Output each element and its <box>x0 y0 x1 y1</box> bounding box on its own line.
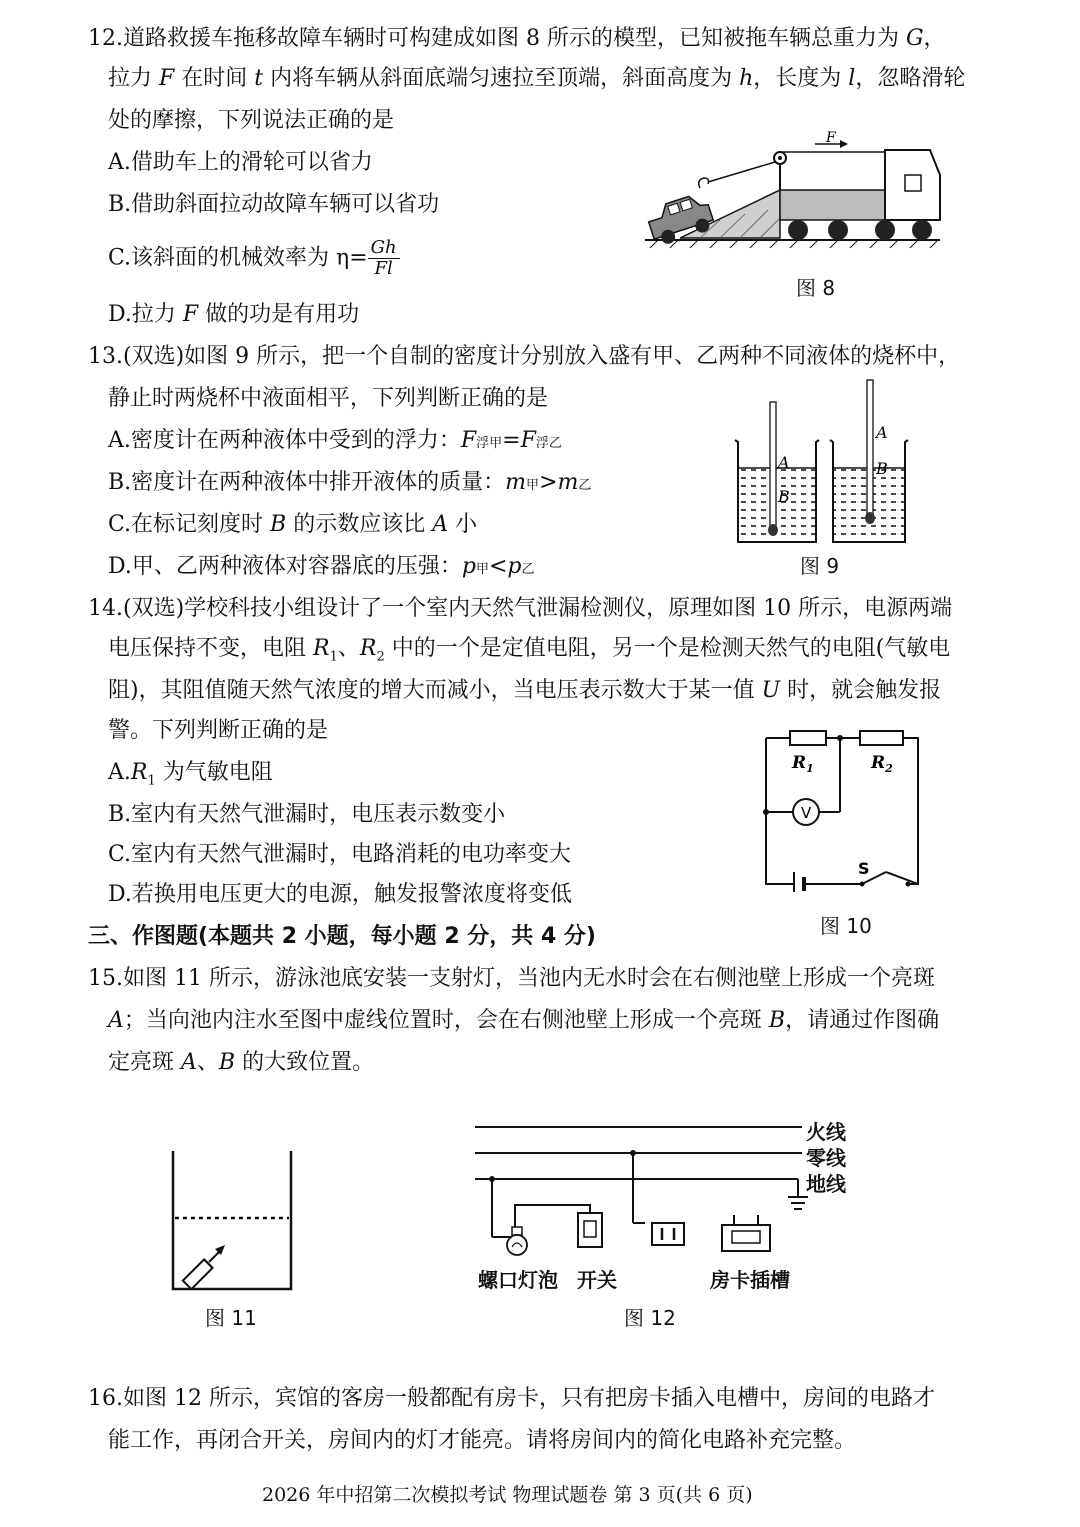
q12-option-d: D.拉力 F 做的功是有用功 <box>108 302 360 327</box>
fire-line-label: 火线 <box>806 1120 846 1144</box>
r2-label: $R_2$ <box>871 753 893 775</box>
q15-line2: A；当向池内注水至图中虚线位置时，会在右侧池壁上形成一个亮斑 B，请通过作图确 <box>108 1008 940 1033</box>
q13-line2: 静止时两烧杯中液面相平，下列判断正确的是 <box>108 386 549 411</box>
beaker2-mark-a: A <box>876 423 888 442</box>
q14-option-c: C.室内有天然气泄漏时，电路消耗的电功率变大 <box>108 842 572 867</box>
figure-9-densimeter-beakers <box>730 370 915 550</box>
q14-option-d: D.若换用电压更大的电源，触发报警浓度将变低 <box>108 882 572 907</box>
beaker1-mark-b: B <box>778 487 790 506</box>
q12-option-c: C.该斜面的机械效率为 η= $\frac{Gh}{Fl}$ <box>108 238 400 279</box>
switch-label: S <box>858 859 870 878</box>
figure-12-hotel-circuit <box>470 1115 810 1275</box>
ground-line-label: 地线 <box>806 1172 846 1196</box>
q12-line2: 拉力 F 在时间 t 内将车辆从斜面底端匀速拉至顶端，斜面高度为 h，长度为 l，忽略滑轮 <box>108 66 966 91</box>
q15-line3: 定亮斑 A、B 的大致位置。 <box>108 1050 375 1075</box>
q13-option-b: B.密度计在两种液体中排开液体的质量：m甲>m乙 <box>108 470 592 495</box>
card-slot-label: 房卡插槽 <box>710 1268 790 1292</box>
q13-option-c: C.在标记刻度时 B 的示数应该比 A 小 <box>108 512 478 537</box>
beaker1-mark-a: A <box>778 453 790 472</box>
q14-line4: 警。下列判断正确的是 <box>108 718 329 743</box>
figure-11-caption: 图 11 <box>205 1306 257 1330</box>
q14-line1: 14.(双选)学校科技小组设计了一个室内天然气泄漏检测仪，原理如图 10 所示，电源两端 <box>88 596 953 621</box>
figure-10-caption: 图 10 <box>820 914 872 938</box>
switch-label-fig12: 开关 <box>577 1268 617 1292</box>
r1-label: $R_1$ <box>792 753 814 775</box>
q12-option-a: A.借助车上的滑轮可以省力 <box>108 150 373 175</box>
q12-line3: 处的摩擦，下列说法正确的是 <box>108 108 395 133</box>
q13-line1: 13.(双选)如图 9 所示，把一个自制的密度计分别放入盛有甲、乙两种不同液体的烧杯中， <box>88 344 961 369</box>
q16-line2: 能工作，再闭合开关，房间内的灯才能亮。请将房间内的简化电路补充完整。 <box>108 1428 857 1453</box>
q13-option-a: A.密度计在两种液体中受到的浮力：F浮甲=F浮乙 <box>108 428 562 453</box>
neutral-line-label: 零线 <box>806 1146 846 1170</box>
q16-line1: 16.如图 12 所示，宾馆的客房一般都配有房卡，只有把房卡插入电槽中，房间的电路才 <box>88 1386 935 1411</box>
section-3-heading: 三、作图题(本题共 2 小题，每小题 2 分，共 4 分) <box>88 924 596 949</box>
beaker2-mark-b: B <box>876 459 888 478</box>
q14-line3: 阻)，其阻值随天然气浓度的增大而减小，当电压表示数大于某一值 U 时，就会触发报 <box>108 678 942 703</box>
figure-12-caption: 图 12 <box>624 1306 676 1330</box>
efficiency-fraction: $\frac{Gh}{Fl}$ <box>368 238 400 279</box>
q15-line1: 15.如图 11 所示，游泳池底安装一支射灯，当池内无水时会在右侧池壁上形成一个亮斑 <box>88 966 935 991</box>
bulb-label: 螺口灯泡 <box>478 1268 558 1292</box>
figure-8-caption: 图 8 <box>796 276 836 300</box>
figure-9-caption: 图 9 <box>800 554 840 578</box>
figure-11-pool <box>165 1145 300 1295</box>
figure-10-circuit <box>758 722 928 892</box>
q13-option-d: D.甲、乙两种液体对容器底的压强：p甲<p乙 <box>108 554 535 579</box>
q14-option-b: B.室内有天然气泄漏时，电压表示数变小 <box>108 802 506 827</box>
force-label: F <box>826 130 836 146</box>
q12-option-b: B.借助斜面拉动故障车辆可以省功 <box>108 192 440 217</box>
q12-line1: 12.道路救援车拖移故障车辆时可构建成如图 8 所示的模型，已知被拖车辆总重力为 G， <box>88 26 946 51</box>
q14-line2: 电压保持不变，电阻 $R_1$、$R_2$ 中的一个是定值电阻，另一个是检测天然气的电阻(气敏电 <box>108 636 951 665</box>
page-footer: 2026 年中招第二次模拟考试 物理试题卷 第 3 页(共 6 页) <box>262 1484 753 1506</box>
voltmeter-label: V <box>801 804 812 822</box>
figure-8-tow-truck <box>640 130 950 260</box>
q14-option-a: $A.R_1$ 为气敏电阻 <box>108 760 273 789</box>
